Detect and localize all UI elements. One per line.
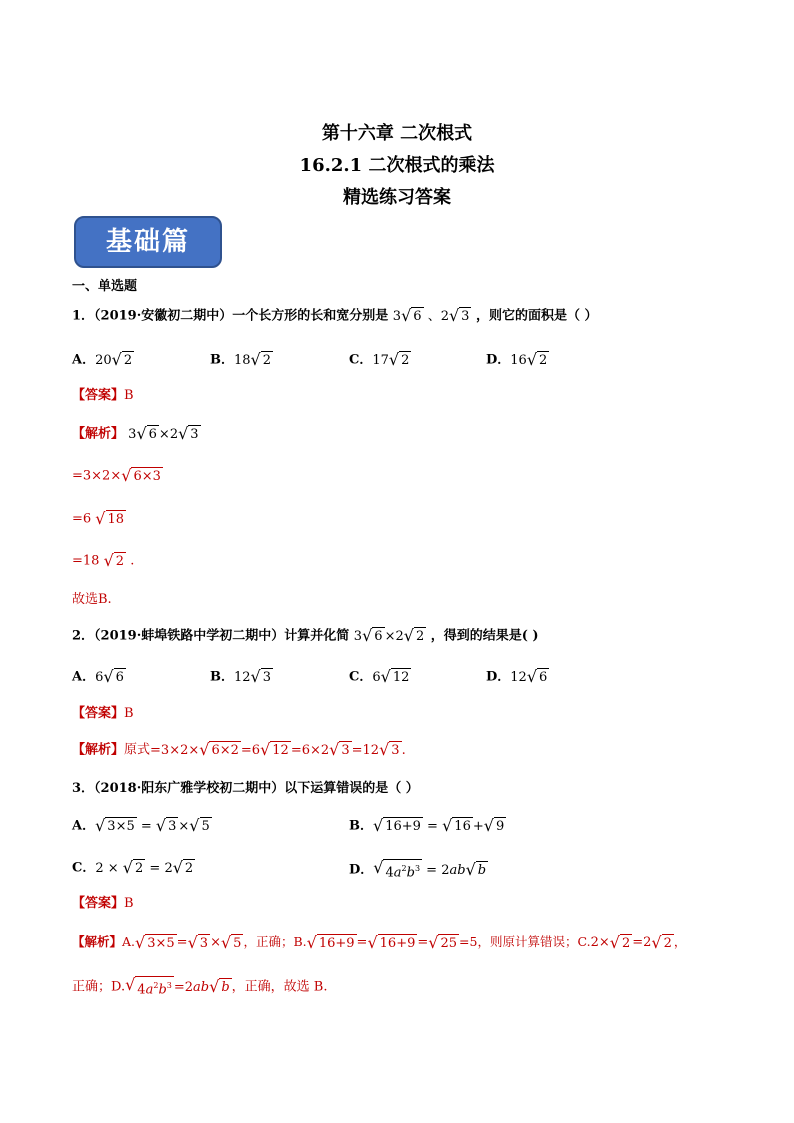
q1-analysis: 【解析】 3 √ 6 ×2 √ 3 — [72, 424, 199, 443]
basic-section-badge: 基础篇 — [74, 216, 222, 268]
chapter-title: 第十六章 二次根式 — [321, 123, 473, 144]
q3-analysis-line-1: 【解析】A. √ 3×5 = √ 3 × √ 5 ，正确；B. √ 16+9 = √ 16+9 = √ 25 =5，则原计算错误；C.2× √ 2 =2 √ 2 ， — [72, 932, 687, 952]
q1-step-1: =3×2× √ 6×3 — [72, 466, 161, 485]
q1-step-3: =18 √ 2 . — [72, 551, 135, 570]
q3-option-b[interactable]: B． √ 16+9 = √ 16 + √ 9 — [349, 816, 505, 835]
section-title: 16.2.1 二次根式的乘法 — [299, 155, 495, 176]
q3-answer: 【答案】B — [72, 896, 134, 911]
q1-option-d[interactable]: D．16 √ 2 — [486, 350, 548, 369]
subtitle: 精选练习答案 — [343, 187, 451, 208]
q3-stem: 3．（2018·阳东广雅学校初二期中）以下运算错误的是（ ） — [72, 781, 419, 796]
q3-analysis-line-2: 正确；D. √ $4a^2b^3$ =2ab √ b ，正确，故选 B. — [72, 975, 328, 998]
q1-option-a[interactable]: A．20 √ 2 — [72, 350, 133, 369]
q2-option-a[interactable]: A．6 √ 6 — [72, 667, 124, 686]
q3-option-c[interactable]: C．2 × √ 2 = 2 √ 2 — [72, 858, 194, 877]
q2-option-b[interactable]: B．12 √ 3 — [210, 667, 272, 686]
q1-option-b[interactable]: B．18 √ 2 — [210, 350, 272, 369]
q3-option-d[interactable]: D． √ $4a^2b^3$ = 2ab √ b — [349, 858, 487, 881]
q1-option-c[interactable]: C．17 √ 2 — [349, 350, 410, 369]
q2-answer: 【答案】B — [72, 706, 134, 721]
q1-step-2: =6 √ 18 — [72, 509, 125, 528]
q1-stem: 1．（2019·安徽初二期中）一个长方形的长和宽分别是 3 √ 6 、2 √ 3 ，则它的面积是（ ） — [72, 306, 598, 325]
q2-option-d[interactable]: D．12 √ 6 — [486, 667, 548, 686]
q1-conclusion: 故选B. — [72, 592, 112, 607]
section-heading: 一、单选题 — [72, 279, 138, 294]
q2-stem: 2．（2019·蚌埠铁路中学初二期中）计算并化简 3 √ 6 ×2 √ 2 ，得到的结果是( ) — [72, 626, 539, 645]
q2-option-c[interactable]: C．6 √ 12 — [349, 667, 410, 686]
q1-answer: 【答案】B — [72, 388, 134, 403]
q3-option-a[interactable]: A． √ 3×5 = √ 3 × √ 5 — [72, 816, 210, 835]
q2-analysis: 【解析】原式=3×2× √ 6×2 =6 √ 12 =6×2 √ 3 =12 √ 3 . — [72, 740, 406, 759]
